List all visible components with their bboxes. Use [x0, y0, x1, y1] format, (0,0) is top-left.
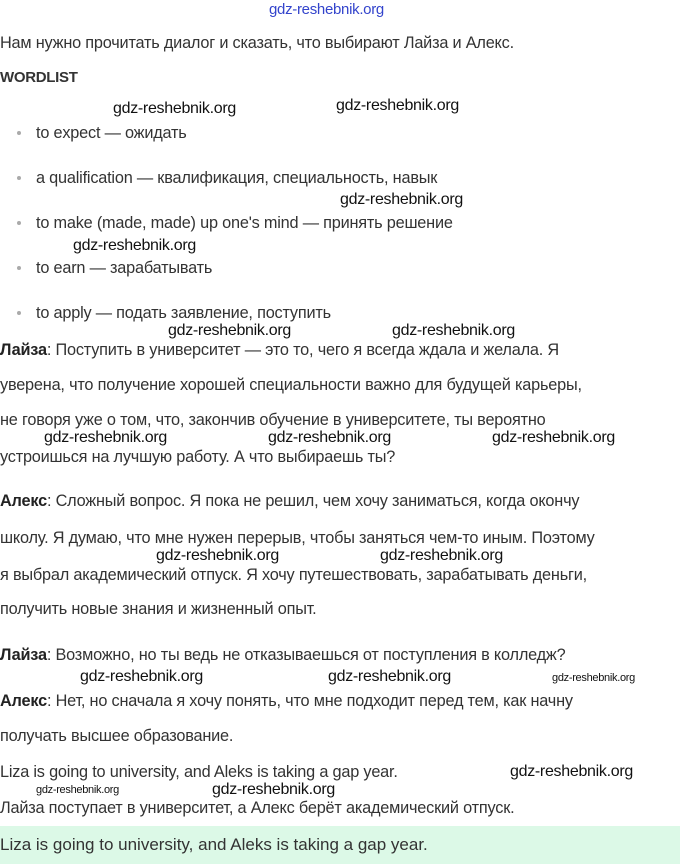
watermark: gdz-reshebnik.org	[380, 547, 503, 564]
dialog-line	[0, 691, 573, 711]
bullet-icon	[17, 131, 21, 135]
bullet-icon	[17, 311, 21, 315]
speaker-name: Алекс	[0, 492, 47, 510]
dialog-line: я выбрал академический отпуск. Я хочу путешествовать, зарабатывать деньги,	[0, 566, 587, 584]
dialog-text: : Нет, но сначала я хочу понять, что мне подходит перед тем, как начну	[46, 692, 573, 710]
dialog-line	[0, 491, 579, 511]
bullet-icon	[17, 176, 21, 180]
watermark: gdz-reshebnik.org	[168, 322, 291, 339]
watermark: gdz-reshebnik.org	[212, 781, 335, 798]
wordlist-heading: WORDLIST	[0, 69, 78, 86]
wordlist-item: to make (made, made) up one's mind — принять решение	[36, 214, 453, 232]
watermark: gdz-reshebnik.org	[552, 672, 635, 684]
dialog-line: устроишься на лучшую работу. А что выбираешь ты?	[0, 448, 396, 466]
intro-text: Нам нужно прочитать диалог и сказать, что выбирают Лайза и Алекс.	[0, 34, 514, 52]
watermark: gdz-reshebnik.org	[73, 237, 196, 254]
answer-highlight-text: Liza is going to university, and Aleks is taking a gap year.	[0, 835, 428, 854]
dialog-text: : Возможно, но ты ведь не отказываешься от поступления в колледж?	[46, 646, 566, 664]
dialog-text: : Поступить в университет — это то, чего я всегда ждала и желала. Я	[46, 341, 559, 359]
watermark: gdz-reshebnik.org	[340, 191, 463, 208]
speaker-name: Лайза	[0, 341, 47, 359]
speaker-name: Лайза	[0, 646, 47, 664]
dialog-line	[0, 645, 565, 665]
watermark: gdz-reshebnik.org	[44, 429, 167, 446]
bullet-icon	[17, 266, 21, 270]
wordlist-item: to expect — ожидать	[36, 124, 187, 142]
watermark: gdz-reshebnik.org	[113, 100, 236, 117]
watermark: gdz-reshebnik.org	[336, 97, 459, 114]
dialog-line: уверена, что получение хорошей специальности важно для будущей карьеры,	[0, 376, 582, 394]
watermark: gdz-reshebnik.org	[80, 668, 203, 685]
watermark: gdz-reshebnik.org	[392, 322, 515, 339]
watermark: gdz-reshebnik.org	[328, 668, 451, 685]
watermark: gdz-reshebnik.org	[36, 784, 119, 796]
dialog-line: школу. Я думаю, что мне нужен перерыв, чтобы заняться чем-то иным. Поэтому	[0, 529, 595, 547]
watermark: gdz-reshebnik.org	[492, 429, 615, 446]
dialog-line: получить новые знания и жизненный опыт.	[0, 600, 317, 618]
dialog-line	[0, 340, 559, 360]
dialog-text: : Сложный вопрос. Я пока не решил, чем хочу заниматься, когда окончу	[46, 492, 580, 510]
watermark: gdz-reshebnik.org	[156, 547, 279, 564]
answer-english: Liza is going to university, and Aleks is taking a gap year.	[0, 763, 398, 781]
answer-russian: Лайза поступает в университет, а Алекс берёт академический отпуск.	[0, 799, 515, 817]
dialog-line: получать высшее образование.	[0, 727, 234, 745]
dialog-line: не говоря уже о том, что, закончив обучение в университете, ты вероятно	[0, 411, 546, 429]
bullet-icon	[17, 221, 21, 225]
watermark: gdz-reshebnik.org	[510, 763, 633, 780]
watermark[interactable]: gdz-reshebnik.org	[269, 1, 384, 18]
wordlist-item: to apply — подать заявление, поступить	[36, 304, 331, 322]
wordlist-item: a qualification — квалификация, специальность, навык	[36, 169, 438, 187]
watermark: gdz-reshebnik.org	[268, 429, 391, 446]
wordlist-item: to earn — зарабатывать	[36, 259, 213, 277]
speaker-name: Алекс	[0, 692, 47, 710]
answer-highlight-box	[0, 826, 680, 864]
